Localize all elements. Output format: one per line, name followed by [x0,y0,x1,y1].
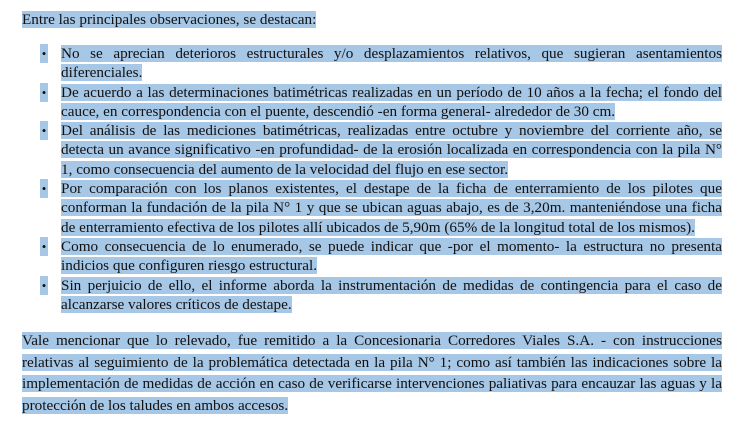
bullet-icon: • [40,237,48,256]
list-item-text: De acuerdo a las determinaciones batimétricas realizadas en un período de 10 años a la fecha; el fondo del cauce, en correspondencia con el puente, descendió -en forma general- alrededor de 30 cm. [61,83,722,120]
closing-text: Vale mencionar que lo relevado, fue remitido a la Concesionaria Corredores Viales S.A. - con instrucciones relativas al seguimiento de la problemática detectada en la pila N° 1; como así también las indicaciones sobre la implementación de medidas de acción en caso de verificarse intervenciones paliativas para encauzar las aguas y la protección de los taludes en ambos accesos. [22,332,722,414]
bullet-icon: • [40,276,48,295]
list-item-text: Por comparación con los planos existentes, el destape de la ficha de enterramiento de los pilotes que conforman la fundación de la pila N° 1 y que se ubican aguas abajo, es de 3,20m. manteniéndose una ficha de enterramiento efectiva de los pilotes allí ubicados de 5,90m (65% de la longitud total de los mismos). [61,180,722,236]
list-item-text: Del análisis de las mediciones batimétricas, realizadas entre octubre y noviembre del corriente año, se detecta un avance significativo -en profundidad- de la erosión localizada en correspondencia con la pila N° 1, como consecuencia del aumento de la velocidad del flujo en ese sector. [61,122,722,178]
list-item [40,276,722,315]
intro-paragraph [22,10,316,29]
bullet-icon: • [40,44,48,63]
list-item [40,121,722,179]
list-item-text: Sin perjuicio de ello, el informe aborda la instrumentación de medidas de contingencia para el caso de alcanzarse valores críticos de destape. [61,276,722,313]
bullet-icon: • [40,121,48,140]
list-item [40,44,722,83]
list-item-text: Como consecuencia de lo enumerado, se puede indicar que -por el momento- la estructura no presenta indicios que configuren riesgo estructural. [61,237,722,275]
list-item-text: No se aprecian deterioros estructurales y/o desplazamientos relativos, que sugieran asentamientos diferenciales. [61,45,722,82]
intro-text: Entre las principales observaciones, se destacan: [22,11,317,28]
list-item [40,179,722,237]
observations-list [40,44,722,314]
bullet-icon: • [40,83,48,102]
list-item [40,83,722,122]
list-item [40,237,722,276]
bullet-icon: • [40,179,48,198]
closing-paragraph [22,330,722,416]
